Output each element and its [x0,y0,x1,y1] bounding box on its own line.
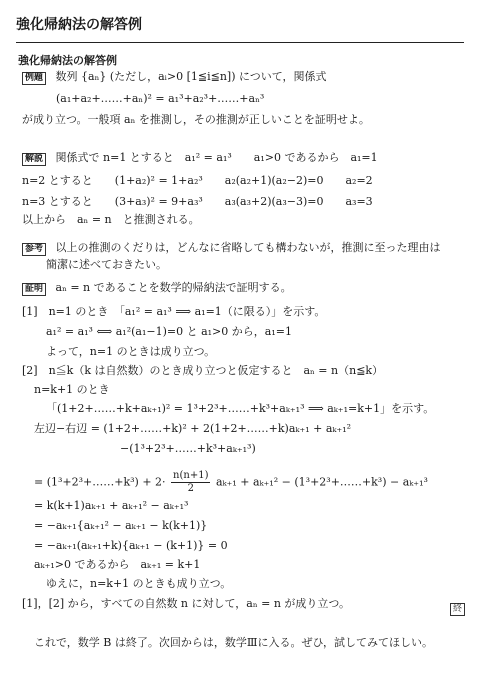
title-rule [16,42,464,43]
proof-simplify-2: = −aₖ₊₁{aₖ₊₁² − aₖ₊₁ − k(k+1)} [34,519,208,532]
proof-result: aₖ₊₁>0 であるから aₖ₊₁ = k+1 [34,558,201,571]
proof-expansion-2: −(1³+2³+……+k³+aₖ₊₁³) [120,442,256,455]
proof-step2: [2] n≦k（k は自然数）のとき成り立つと仮定すると aₙ = n（n≦k） [22,364,384,377]
reference-line-2: 簡潔に述べておきたい。 [46,258,167,271]
solution-line-2: n=2 とすると (1+a₂)² = 1+a₂³ a₂(a₂+1)(a₂−2)=0 a₂=2 [22,174,373,187]
proof-simplify-3: = −aₖ₊₁(aₖ₊₁+k){aₖ₊₁ − (k+1)} = 0 [34,539,228,552]
proof-expansion-3: = (1³+2³+……+k³) + 2· $\frac{n(n+1)}{2}$ aₖ₊₁ + aₖ₊₁² − (1³+2³+……+k³) − aₖ₊₁³ [34,470,428,494]
proof-tag: 証明 [22,283,46,296]
problem-equation: (a₁+a₂+……+aₙ)² = a₁³+a₂³+……+aₙ³ [56,92,265,105]
proof-step1-calc: a₁² = a₁³ ⟺ a₁²(a₁−1)=0 と a₁>0 から，a₁=1 [46,325,292,338]
end-mark: 終 [450,596,465,616]
proof-expansion-1: 左辺−右辺 = (1+2+……+k)² + 2(1+2+……+k)aₖ₊₁ + aₖ₊₁² [34,422,352,435]
proof-step2-case: n=k+1 のとき [34,383,110,396]
fraction-denominator: 2 [187,483,194,494]
fraction [171,470,210,495]
problem-line-1: 例題 数列 {aₙ} (ただし，aᵢ>0 [1≦i≦n]) について，関係式 [22,70,327,85]
reference-line-1: 参考 以上の推測のくだりは，どんなに省略しても構わないが，推測に至った理由は [22,241,441,256]
closing-note: これで，数学 B は終了。次回からは，数学Ⅲに入る。ぜひ，試してみてほしい。 [34,636,434,649]
proof-final: [1]，[2] から，すべての自然数 n に対して，aₙ = n が成り立つ。 [22,597,350,610]
proof-step1-conclusion: よって，n=1 のときは成り立つ。 [46,345,216,358]
proof-step2-claim: 「(1+2+……+k+aₖ₊₁)² = 1³+2³+……+k³+aₖ₊₁³ ⟹ aₖ₊₁=k+1」を示す。 [46,402,435,415]
page-title: 強化帰納法の解答例 [16,17,142,33]
proof-simplify-1: = k(k+1)aₖ₊₁ + aₖ₊₁² − aₖ₊₁³ [34,499,189,512]
solution-line-1: 解説 関係式で n=1 とすると a₁² = a₁³ a₁>0 であるから a₁=1 [22,151,378,166]
solution-conclusion: 以上から aₙ = n と推測される。 [22,213,200,226]
example-tag: 例題 [22,72,46,85]
section-subtitle: 強化帰納法の解答例 [18,54,117,67]
proof-step2-conclusion: ゆえに，n=k+1 のときも成り立つ。 [46,577,232,590]
solution-line-3: n=3 とすると (3+a₃)² = 9+a₃³ a₃(a₃+2)(a₃−3)=0 a₃=3 [22,195,373,208]
reference-tag: 参考 [22,243,46,256]
fraction-numerator: n(n+1) [173,470,209,481]
solution-tag: 解説 [22,153,46,166]
proof-intro: 証明 aₙ = n であることを数学的帰納法で証明する。 [22,281,292,296]
proof-step1: [1] n=1 のとき 「a₁² = a₁³ ⟹ a₁=1（に限る）」を示す。 [22,305,326,318]
problem-line-3: が成り立つ。一般項 aₙ を推測し，その推測が正しいことを証明せよ。 [22,113,370,126]
